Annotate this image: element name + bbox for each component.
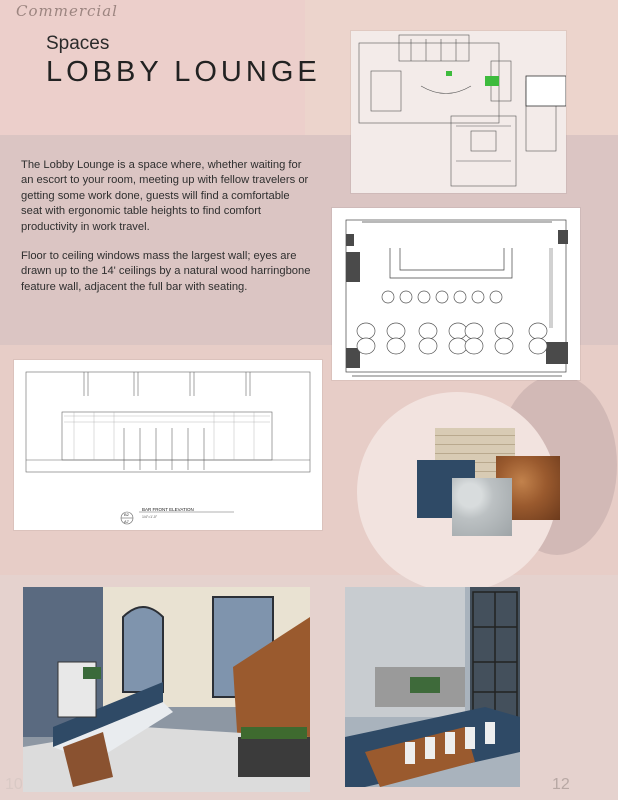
page-number-right: 12 xyxy=(552,776,570,793)
category-label: Commercial xyxy=(16,2,118,20)
description xyxy=(21,158,311,309)
key-floor-plan xyxy=(351,31,566,193)
description-paragraph-1: The Lobby Lounge is a space where, whether waiting for an escort to your room, meeting up with fellow travelers or getting some work done, guests will find a comfortable seat with ergonomic table heights to find comfort productivity in work travel. xyxy=(21,159,309,233)
description-paragraph-2: Floor to ceiling windows mass the largest wall; eyes are drawn up to the 14' ceilings by a natural wood harringbone feature wall, adjacent the full bar with seating. xyxy=(21,250,311,293)
section-label: Spaces xyxy=(46,33,110,54)
page-title: LOBBY LOUNGE xyxy=(46,56,321,88)
enlarged-floor-plan xyxy=(332,208,580,380)
swatch-terrazzo xyxy=(452,478,512,536)
bar-elevation-drawing xyxy=(14,360,322,530)
elevation-label: BAR FRONT ELEVATION xyxy=(142,507,194,512)
page-number-left: 10 xyxy=(5,776,23,793)
lounge-render-bar xyxy=(345,587,520,787)
lounge-render-wide xyxy=(23,587,310,792)
elevation-ref-top: B2 xyxy=(124,512,129,517)
elevation-scale: 1/4"=1'-0" xyxy=(142,515,158,519)
elevation-ref-bottom: A7 xyxy=(124,519,129,524)
